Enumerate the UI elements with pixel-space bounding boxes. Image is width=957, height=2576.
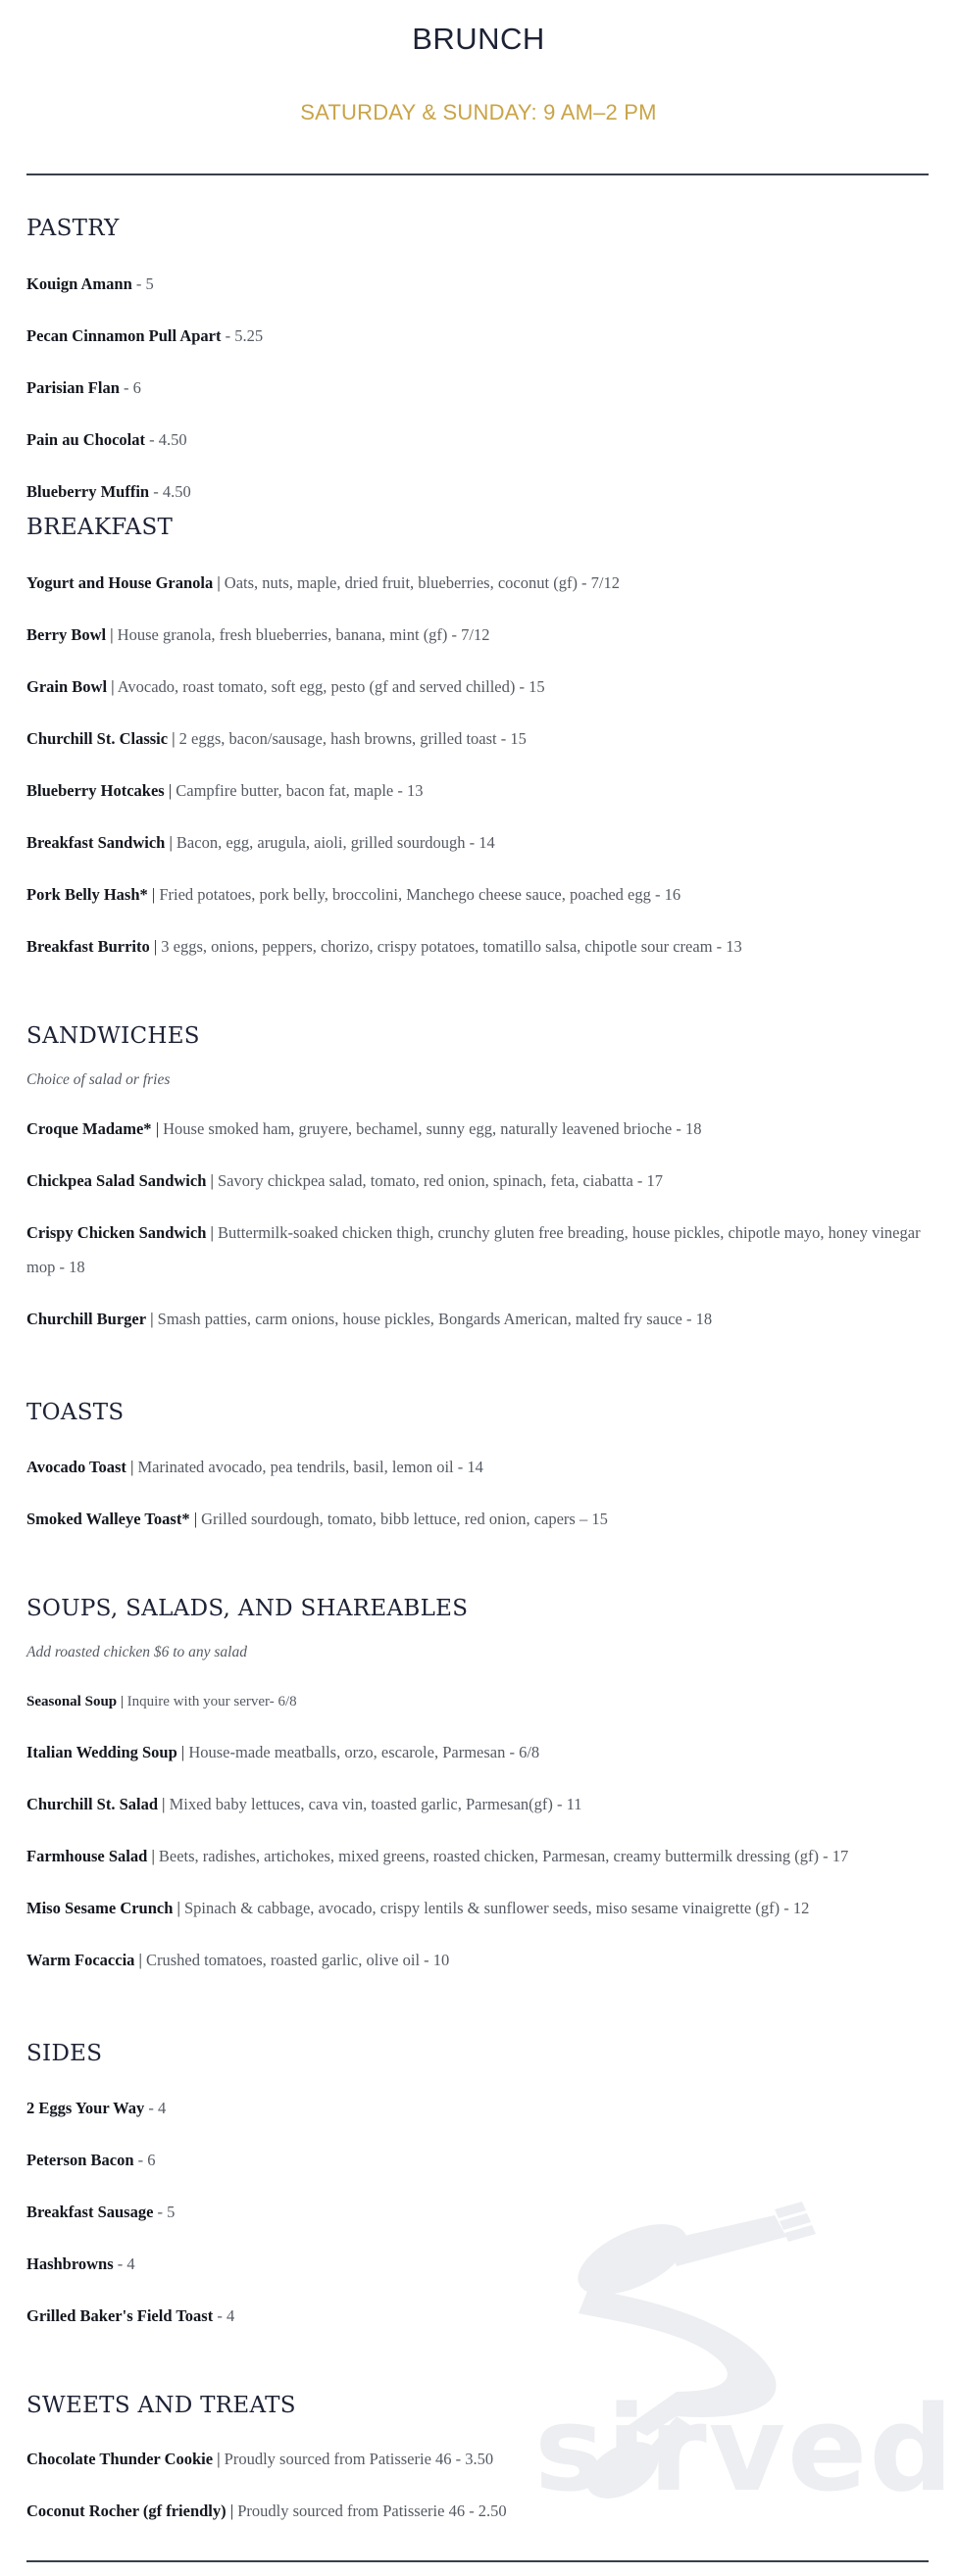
item-detail: - 5.25 [221,326,264,345]
item-detail: Proudly sourced from Patisserie 46 - 2.50 [237,2502,507,2520]
menu-item [26,2494,929,2528]
item-separator: | [146,1310,158,1328]
item-detail: - 4.50 [145,430,187,449]
item-separator: | [173,1899,184,1917]
item-separator: | [106,625,118,644]
menu-item [26,1943,929,1977]
item-detail: - 5 [131,274,154,293]
item-separator: | [206,1223,218,1242]
menu-item [26,566,929,600]
item-detail: - 4 [113,2254,135,2273]
section-title-soups-salads: SOUPS, SALADS, AND SHAREABLES [26,1596,469,1621]
menu-item [26,877,929,912]
section-title-sides: SIDES [26,2041,103,2066]
item-separator: | [107,677,118,696]
item-name: Breakfast Sandwich [26,833,166,852]
item-name: Kouign Amann [26,274,132,293]
item-separator: | [164,781,176,800]
top-divider [26,173,929,175]
menu-item [26,1215,929,1284]
item-name: Farmhouse Salad [26,1847,148,1865]
section-title-pastry: PASTRY [26,216,120,241]
section-title-breakfast: BREAKFAST [26,515,174,540]
section-note: Add roasted chicken $6 to any salad [26,1644,247,1660]
item-separator: | [147,885,160,904]
item-separator: | [168,729,179,748]
item-name: 2 Eggs Your Way [26,2099,145,2117]
menu-item [26,1302,929,1336]
item-name: Warm Focaccia [26,1951,135,1969]
item-detail: - 4 [144,2099,167,2117]
item-name: Pork Belly Hash* [26,885,148,904]
item-detail: Campfire butter, bacon fat, maple - 13 [176,781,424,800]
item-name: Chocolate Thunder Cookie [26,2450,214,2468]
item-detail: Crushed tomatoes, roasted garlic, olive oil - 10 [145,1951,450,1969]
item-name: Blueberry Hotcakes [26,781,165,800]
item-name: Coconut Rocher (gf friendly) [26,2502,227,2520]
item-separator: | [134,1951,146,1969]
menu-item [26,2299,929,2333]
menu-item [26,1891,929,1925]
section-title-toasts: TOASTS [26,1400,125,1425]
menu-item [26,2143,929,2177]
item-separator: | [147,1847,159,1865]
watermark-text: sirved [534,2382,956,2518]
item-name: Grilled Baker's Field Toast [26,2306,214,2325]
item-name: Crispy Chicken Sandwich [26,1223,207,1242]
item-separator: | [206,1171,218,1190]
item-name: Yogurt and House Granola [26,573,214,592]
service-hours: SATURDAY & SUNDAY: 9 AM–2 PM [300,100,657,124]
menu-item [26,721,929,756]
menu-item [26,618,929,652]
menu-item [26,1735,929,1769]
item-detail: Bacon, egg, arugula, aioli, grilled sourdough - 14 [176,833,495,852]
item-detail: House smoked ham, gruyere, bechamel, sunny egg, naturally leavened brioche - 18 [163,1119,702,1138]
menu-item [26,2091,929,2125]
item-detail: Fried potatoes, pork belly, broccolini, Manchego cheese sauce, poached egg - 16 [159,885,681,904]
menu-item [26,669,929,704]
item-detail: Buttermilk-soaked chicken thigh, crunchy gluten free breading, house pickles, chipotle mayo, honey vinegar mop - 18 [26,1223,921,1276]
item-separator: | [226,2502,238,2520]
item-detail: 2 eggs, bacon/sausage, hash browns, grilled toast - 15 [178,729,527,748]
item-separator: | [158,1795,170,1813]
menu-item [26,2247,929,2281]
menu-item [26,1164,929,1198]
item-name: Croque Madame* [26,1119,152,1138]
menu-item [26,929,929,964]
item-separator: | [176,1743,189,1761]
item-name: Miso Sesame Crunch [26,1899,174,1917]
item-detail: 3 eggs, onions, peppers, chorizo, crispy potatoes, tomatillo salsa, chipotle sour cream - 13 [161,937,742,956]
item-name: Breakfast Sausage [26,2203,154,2221]
menu-item [26,319,929,353]
item-separator: | [126,1458,138,1476]
menu-item [26,371,929,405]
item-name: Berry Bowl [26,625,107,644]
menu-item [26,1450,929,1484]
item-name: Avocado Toast [26,1458,126,1476]
section-title-sandwiches: SANDWICHES [26,1023,200,1049]
item-name: Parisian Flan [26,378,120,397]
item-name: Grain Bowl [26,677,108,696]
item-detail: Spinach & cabbage, avocado, crispy lentils & sunflower seeds, miso sesame vinaigrette (gf) - 12 [183,1899,810,1917]
item-detail: Beets, radishes, artichokes, mixed greens, roasted chicken, Parmesan, creamy buttermilk dressing (gf) - 17 [158,1847,849,1865]
menu-item [26,825,929,860]
menu-item [26,2195,929,2229]
item-detail: - 6 [119,378,141,397]
item-name: Smoked Walleye Toast* [26,1510,190,1528]
item-detail: Proudly sourced from Patisserie 46 - 3.50 [224,2450,494,2468]
item-detail: Grilled sourdough, tomato, bibb lettuce, red onion, capers – 15 [201,1510,608,1528]
item-name: Churchill Burger [26,1310,147,1328]
item-separator: | [189,1510,202,1528]
section-note: Choice of salad or fries [26,1071,171,1088]
menu-item [26,267,929,301]
menu-item [26,1685,929,1719]
item-detail: Savory chickpea salad, tomato, red onion, spinach, feta, ciabatta - 17 [217,1171,664,1190]
item-name: Seasonal Soup [26,1694,118,1709]
item-name: Hashbrowns [26,2254,114,2273]
menu-item [26,773,929,808]
item-detail: House granola, fresh blueberries, banana, mint (gf) - 7/12 [117,625,490,644]
section-title-sweets: SWEETS AND TREATS [26,2393,296,2418]
item-name: Churchill St. Salad [26,1795,159,1813]
item-separator: | [213,573,225,592]
item-separator: | [149,937,162,956]
item-separator: | [117,1694,127,1709]
menu-item [26,1112,929,1146]
menu-item [26,1839,929,1873]
menu-item [26,1787,929,1821]
item-name: Pain au Chocolat [26,430,146,449]
item-name: Pecan Cinnamon Pull Apart [26,326,222,345]
item-detail: - 5 [153,2203,176,2221]
item-detail: Mixed baby lettuces, cava vin, toasted garlic, Parmesan(gf) - 11 [169,1795,582,1813]
item-detail: House-made meatballs, orzo, escarole, Parmesan - 6/8 [188,1743,540,1761]
item-detail: - 6 [133,2151,156,2169]
menu-item [26,1502,929,1536]
item-separator: | [165,833,176,852]
menu-item [26,422,929,457]
item-detail: - 4 [213,2306,235,2325]
item-name: Blueberry Muffin [26,482,150,501]
bottom-divider [26,2560,929,2562]
item-detail: - 4.50 [149,482,191,501]
item-name: Churchill St. Classic [26,729,169,748]
item-detail: Smash patties, carm onions, house pickles, Bongards American, malted fry sauce - 18 [157,1310,713,1328]
menu-item [26,2442,929,2476]
item-separator: | [151,1119,164,1138]
item-name: Italian Wedding Soup [26,1743,177,1761]
page-title: BRUNCH [412,22,545,56]
menu-item [26,474,929,509]
item-detail: Marinated avocado, pea tendrils, basil, lemon oil - 14 [137,1458,483,1476]
item-separator: | [213,2450,225,2468]
item-detail: Inquire with your server- 6/8 [126,1694,297,1709]
item-detail: Oats, nuts, maple, dried fruit, blueberries, coconut (gf) - 7/12 [224,573,621,592]
item-name: Breakfast Burrito [26,937,150,956]
item-name: Peterson Bacon [26,2151,134,2169]
item-name: Chickpea Salad Sandwich [26,1171,207,1190]
item-detail: Avocado, roast tomato, soft egg, pesto (gf and served chilled) - 15 [117,677,545,696]
